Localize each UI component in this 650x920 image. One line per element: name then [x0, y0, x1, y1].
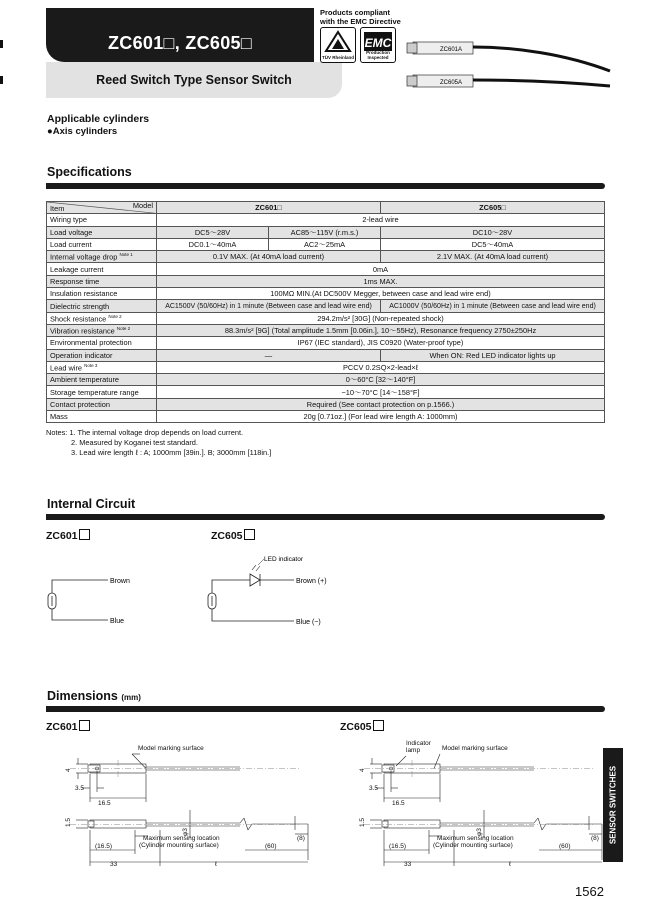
led-indicator-icon [250, 565, 260, 586]
row-value: 0～60°C [32～140°F] [157, 374, 605, 386]
row-label: Ambient temperature [47, 374, 157, 386]
specifications-heading: Specifications [47, 165, 132, 179]
brown-wire-label: Brown [110, 578, 130, 585]
row-value: AC1500V (50/60Hz) in 1 minute (Between case and lead wire end) [157, 300, 381, 312]
emc-label: Production Inspected [366, 50, 390, 60]
indicator-lamp-label: lamp [406, 747, 421, 754]
table-header-row [47, 202, 605, 214]
row-value: −10～70°C [14～158°F] [157, 386, 605, 398]
row-label-text: Lead wire [50, 363, 83, 373]
circuit-zc605-label [211, 529, 255, 542]
row-label: Insulation resistance [47, 288, 157, 300]
dim-label: (60) [265, 843, 277, 850]
header-zc605: ZC605□ [381, 202, 605, 214]
dim-label: 1.5 [359, 817, 366, 827]
row-value: PCCV 0.2SQ×2-lead×ℓ [157, 361, 605, 373]
row-value: 2.1V MAX. (At 40mA load current) [381, 251, 605, 263]
row-label: Storage temperature range [47, 386, 157, 398]
section-rule [46, 706, 605, 712]
dim-label: 16.5 [98, 800, 111, 807]
table-row [47, 238, 605, 250]
table-header-item [47, 202, 157, 214]
page-subtitle: Reed Switch Type Sensor Switch [96, 73, 292, 87]
emc-caption-line: with the EMC Directive [320, 17, 401, 26]
note-line: 3. Lead wire length ℓ : A; 1000mm [39in.]. B; 3000mm [118in.] [71, 448, 272, 457]
model-suffix-box-icon [373, 720, 384, 731]
row-value: When ON: Red LED indicator lights up [381, 349, 605, 361]
edge-mark [0, 76, 3, 84]
row-value: DC10～28V [381, 226, 605, 238]
row-note: Note 3 [84, 362, 98, 368]
dim-label: 3.5 [369, 785, 379, 792]
row-label-text: Shock resistance [50, 314, 107, 324]
dim-label: φ3 [182, 828, 189, 836]
row-label: Load voltage [47, 226, 157, 238]
page-number: 1562 [575, 884, 604, 899]
dim-label: 33 [110, 861, 118, 868]
max-sensing-label: (Cylinder mounting surface) [139, 842, 219, 849]
table-row [47, 374, 605, 386]
specifications-table [46, 201, 605, 423]
row-value: DC5～40mA [381, 238, 605, 250]
product-label: ZC601A [439, 47, 463, 53]
row-value: 0mA [157, 263, 605, 275]
title-banner [46, 8, 314, 62]
row-value: Required (See contact protection on p.1566.) [157, 398, 605, 410]
row-label: Leakage current [47, 263, 157, 275]
blue-wire-label: Blue [110, 618, 125, 625]
row-label-text: Vibration resistance [50, 326, 115, 336]
row-value: 20g [0.71oz.] (For lead wire length A: 1000mm) [157, 411, 605, 423]
dim-zc601-text: ZC601 [46, 721, 78, 733]
dim-zc605-label [340, 720, 384, 733]
dim-zc605-text: ZC605 [340, 721, 372, 733]
row-value: 294.2m/s² [30G] (Non-repeated shock) [157, 312, 605, 324]
row-label: Dielectric strength [47, 300, 157, 312]
circuit-diagram-zc601 [40, 560, 180, 640]
edge-mark [0, 40, 3, 48]
row-label: Wiring type [47, 214, 157, 226]
dim-label: 16.5 [392, 800, 405, 807]
emc-caption-line: Products compliant [320, 8, 391, 17]
max-sensing-label: (Cylinder mounting surface) [433, 842, 513, 849]
row-value: DC0.1～40mA [157, 238, 269, 250]
product-label: ZC605A [439, 80, 463, 86]
table-row [47, 275, 605, 287]
table-row [47, 288, 605, 300]
svg-text:EMC: EMC [364, 36, 392, 50]
row-value: 1ms MAX. [157, 275, 605, 287]
dim-label: 33 [404, 861, 412, 868]
tuv-label: TÜV Rheinland [321, 55, 354, 60]
table-row [47, 226, 605, 238]
dim-label: 1.5 [65, 817, 72, 827]
model-marking-label: Model marking surface [442, 745, 508, 752]
dim-label: (60) [559, 843, 571, 850]
table-row [47, 337, 605, 349]
row-note: Note 1 [119, 252, 133, 258]
section-rule [46, 514, 605, 520]
header-model-label: Model [132, 201, 153, 210]
led-indicator-label: LED indicator [264, 556, 304, 563]
row-value: 88.3m/s² [9G] (Total amplitude 1.5mm [0.06in.], 10～55Hz), Resonance frequency 2750±250Hz [157, 324, 605, 336]
circuit-zc601-text: ZC601 [46, 530, 78, 542]
blue-minus-label: Blue (−) [296, 619, 321, 626]
dimension-drawing-zc605 [334, 740, 609, 868]
circuit-zc601-label [46, 529, 90, 542]
row-label [47, 312, 157, 324]
row-label: Response time [47, 275, 157, 287]
dimension-drawing-zc601 [40, 740, 315, 868]
dim-label: (8) [591, 835, 599, 842]
dim-label: 3.5 [75, 785, 85, 792]
table-row [47, 361, 605, 373]
dim-label: ℓ [215, 861, 218, 868]
dim-label: (16.5) [95, 843, 112, 850]
table-row [47, 251, 605, 263]
page-title: ZC601□, ZC605□ [108, 33, 252, 53]
row-value: IP67 (IEC standard), JIS C0920 (Water-proof type) [157, 337, 605, 349]
dim-zc601-label [46, 720, 90, 733]
row-label [47, 251, 157, 263]
tuv-certification-icon [320, 27, 356, 63]
dim-label: ℓ [509, 861, 512, 868]
model-suffix-box-icon [79, 720, 90, 731]
circuit-diagram-zc605 [200, 553, 360, 641]
row-value: AC1000V (50/60Hz) in 1 minute (Between case and lead wire end) [381, 300, 605, 312]
spec-notes [46, 428, 271, 458]
row-value: 2-lead wire [157, 214, 605, 226]
dim-label: (16.5) [389, 843, 406, 850]
table-row [47, 214, 605, 226]
product-photo [405, 36, 615, 96]
emc-caption [320, 8, 401, 26]
row-value: — [157, 349, 381, 361]
table-row [47, 398, 605, 410]
row-label [47, 324, 157, 336]
row-label: Contact protection [47, 398, 157, 410]
table-row [47, 386, 605, 398]
dimensions-heading-text: Dimensions [47, 689, 118, 703]
dim-label: 4 [65, 768, 72, 772]
model-suffix-box-icon [79, 529, 90, 540]
side-category-text: SENSOR SWITCHES [608, 765, 618, 845]
row-value: 0.1V MAX. (At 40mA load current) [157, 251, 381, 263]
row-label-text: Internal voltage drop [50, 252, 118, 262]
applicable-title: Applicable cylinders [47, 113, 150, 125]
applicable-item: ●Axis cylinders [47, 126, 118, 137]
table-row [47, 300, 605, 312]
row-label: Load current [47, 238, 157, 250]
model-marking-label: Model marking surface [138, 745, 204, 752]
max-sensing-label: Maximum sensing location [143, 835, 220, 842]
section-rule [46, 183, 605, 189]
internal-circuit-heading: Internal Circuit [47, 497, 136, 511]
row-label: Environmental protection [47, 337, 157, 349]
row-label [47, 361, 157, 373]
dimensions-unit: (mm) [121, 693, 141, 702]
table-row [47, 349, 605, 361]
table-row [47, 312, 605, 324]
header-zc601: ZC601□ [157, 202, 381, 214]
model-suffix-box-icon [244, 529, 255, 540]
emc-certification-icon [360, 27, 396, 63]
header-item-label: Item [50, 204, 65, 214]
row-note: Note 2 [108, 313, 122, 319]
brown-plus-label: Brown (+) [296, 578, 327, 585]
table-row [47, 324, 605, 336]
row-note: Note 2 [116, 325, 131, 331]
row-value: 100MΩ MIN.(At DC500V Megger, between case and lead wire end) [157, 288, 605, 300]
dim-label: φ3 [476, 828, 483, 836]
row-value: AC2～25mA [269, 238, 381, 250]
subtitle-banner [46, 62, 342, 98]
indicator-lamp-label: Indicator [406, 740, 431, 747]
note-line: Notes: 1. The internal voltage drop depends on load current. [46, 428, 244, 437]
max-sensing-label: Maximum sensing location [437, 835, 514, 842]
side-category-tab [603, 748, 623, 862]
row-label: Mass [47, 411, 157, 423]
dim-label: (8) [297, 835, 305, 842]
table-row [47, 411, 605, 423]
row-value: DC5～28V [157, 226, 269, 238]
row-value: AC85～115V (r.m.s.) [269, 226, 381, 238]
table-row [47, 263, 605, 275]
dimensions-heading [47, 689, 141, 703]
note-line: 2. Measured by Koganei test standard. [71, 438, 198, 447]
row-label: Operation indicator [47, 349, 157, 361]
dim-label: 4 [359, 768, 366, 772]
circuit-zc605-text: ZC605 [211, 530, 243, 542]
